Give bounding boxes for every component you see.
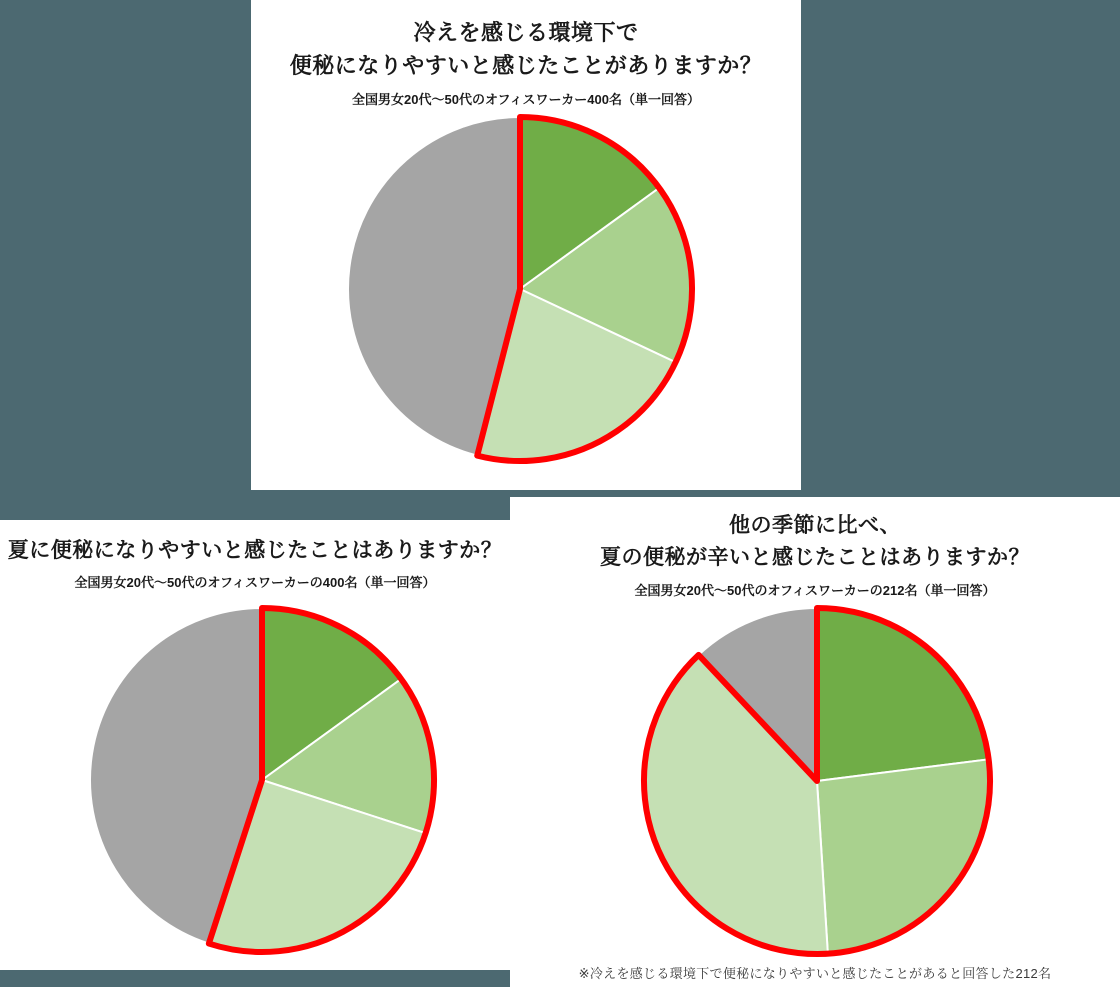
chart-subtitle: 全国男女20代～50代のオフィスワーカー400名（単一回答） — [352, 92, 700, 107]
chart-panel-summer-severity — [510, 497, 1120, 987]
pie-slice — [817, 759, 990, 953]
chart-panel-summer-constipation — [0, 520, 510, 970]
chart-subtitle: 全国男女20代～50代のオフィスワーカーの212名（単一回答） — [634, 583, 996, 598]
chart-title-line-2: 夏の便秘が辛いと感じたことはありますか？ — [600, 545, 1030, 569]
chart-footnote: ※冷えを感じる環境下で便秘になりやすいと感じたことがあると回答した212名 — [578, 966, 1052, 981]
chart-title-line-2: 便秘になりやすいと感じたことがありますか？ — [289, 53, 763, 78]
pie-svg — [0, 520, 510, 970]
chart-subtitle: 全国男女20代～50代のオフィスワーカーの400名（単一回答） — [74, 575, 436, 591]
chart-title-line-1: 冷えを感じる環境下で — [413, 20, 639, 45]
chart-title-line-1: 夏に便秘になりやすいと感じたことはありますか？ — [7, 539, 503, 562]
chart-title-line-1: 他の季節に比べ、 — [729, 514, 901, 537]
pie-svg — [510, 497, 1120, 987]
chart-panel-cold-environment — [251, 0, 801, 490]
pie-svg — [251, 0, 801, 490]
